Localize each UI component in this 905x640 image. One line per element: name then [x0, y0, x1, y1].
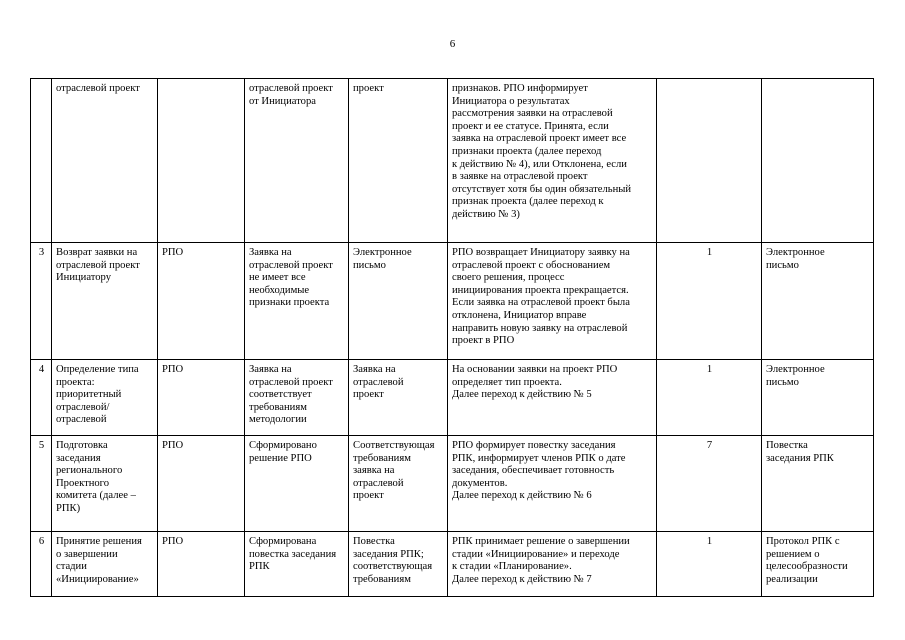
process-table — [30, 78, 874, 597]
cell-description: признаков. РПО информирует Инициатора о результатах рассмотрения заявки на отраслевой проект и ее статусе. Принята, если заявка на отраслевой проект имеет все признаки проекта (далее переход к действию № 4), или Отклонена, если в заявке на отраслевой проект отсутствует хотя бы один обязательный признак проекта (далее переход к действию № 3) — [448, 79, 657, 243]
cell-result — [762, 79, 874, 243]
cell-document: Повестка заседания РПК; соответствующая требованиям — [349, 532, 448, 597]
cell-document: Соответствующая требованиям заявка на отраслевой проект — [349, 436, 448, 532]
cell-executor: РПО — [158, 360, 245, 436]
cell-action: Принятие решения о завершении стадии «Инициирование» — [52, 532, 158, 597]
cell-action: Определение типа проекта: приоритетный отраслевой/ отраслевой — [52, 360, 158, 436]
cell-duration — [657, 79, 762, 243]
table-row — [31, 79, 874, 243]
cell-executor: РПО — [158, 436, 245, 532]
table-body — [31, 79, 874, 597]
cell-result: Повестка заседания РПК — [762, 436, 874, 532]
cell-executor: РПО — [158, 243, 245, 360]
cell-description: РПО возвращает Инициатору заявку на отраслевой проект с обоснованием своего решения, процесс инициирования проекта прекращается. Если заявка на отраслевой проект была отклонена, Инициатор вправе направить новую заявку на отраслевой проект в РПО — [448, 243, 657, 360]
table-row — [31, 436, 874, 532]
cell-document: Электронное письмо — [349, 243, 448, 360]
cell-input: Сформирована повестка заседания РПК — [245, 532, 349, 597]
cell-number: 6 — [31, 532, 52, 597]
cell-description: РПО формирует повестку заседания РПК, информирует членов РПК о дате заседания, обеспечивает готовность документов. Далее переход к действию № 6 — [448, 436, 657, 532]
cell-document: проект — [349, 79, 448, 243]
cell-input: отраслевой проект от Инициатора — [245, 79, 349, 243]
cell-number — [31, 79, 52, 243]
cell-result: Электронное письмо — [762, 243, 874, 360]
cell-input: Сформировано решение РПО — [245, 436, 349, 532]
cell-number: 4 — [31, 360, 52, 436]
table-row — [31, 532, 874, 597]
cell-input: Заявка на отраслевой проект соответствует требованиям методологии — [245, 360, 349, 436]
cell-number: 5 — [31, 436, 52, 532]
cell-action: Возврат заявки на отраслевой проект Инициатору — [52, 243, 158, 360]
cell-duration: 7 — [657, 436, 762, 532]
cell-description: РПК принимает решение о завершении стадии «Инициирование» и переходе к стадии «Планирование». Далее переход к действию № 7 — [448, 532, 657, 597]
cell-duration: 1 — [657, 243, 762, 360]
cell-executor — [158, 79, 245, 243]
cell-action: Подготовка заседания регионального Проектного комитета (далее – РПК) — [52, 436, 158, 532]
table-row — [31, 360, 874, 436]
cell-number: 3 — [31, 243, 52, 360]
cell-action: отраслевой проект — [52, 79, 158, 243]
table-row — [31, 243, 874, 360]
cell-result: Электронное письмо — [762, 360, 874, 436]
cell-description: На основании заявки на проект РПО определяет тип проекта. Далее переход к действию № 5 — [448, 360, 657, 436]
cell-duration: 1 — [657, 532, 762, 597]
cell-result: Протокол РПК с решением о целесообразности реализации — [762, 532, 874, 597]
cell-executor: РПО — [158, 532, 245, 597]
page-number: 6 — [449, 38, 456, 50]
cell-document: Заявка на отраслевой проект — [349, 360, 448, 436]
cell-input: Заявка на отраслевой проект не имеет все необходимые признаки проекта — [245, 243, 349, 360]
cell-duration: 1 — [657, 360, 762, 436]
